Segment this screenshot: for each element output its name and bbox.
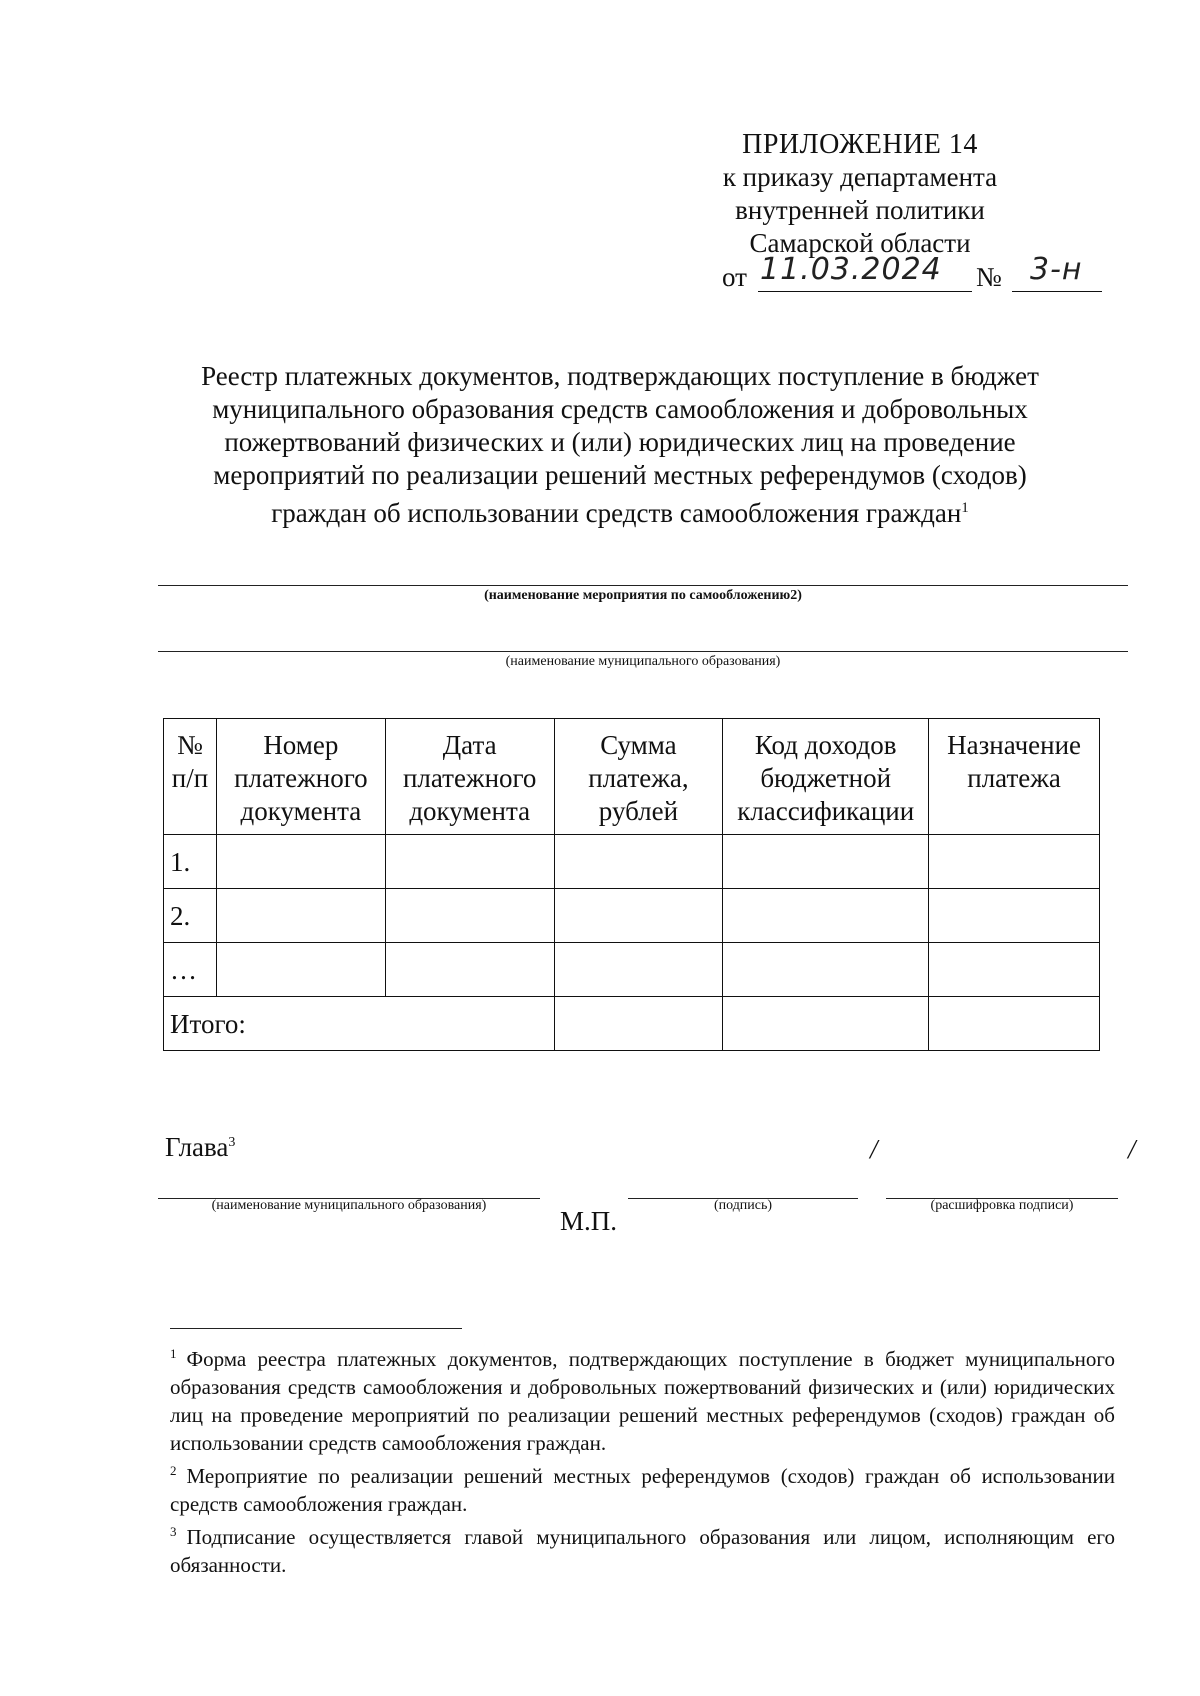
appendix-line: к приказу департамента <box>722 162 998 192</box>
order-number-handwritten: 3-н <box>1030 252 1083 287</box>
table-cell <box>216 835 385 889</box>
table-header-row <box>164 719 1100 835</box>
date-underline <box>758 291 972 292</box>
event-name-caption: (наименование мероприятия по самообложению2) <box>484 588 802 603</box>
footnote-ref: 1 <box>961 500 969 516</box>
appendix-line: Самарской области <box>749 228 971 258</box>
table-cell <box>723 997 929 1051</box>
municipality-caption: (наименование муниципального образования) <box>211 1198 487 1213</box>
slash-separator: / <box>870 1134 878 1164</box>
footnote: $^3$ Подписание осуществляется главой муниципального образования или лицом, исполняющим его обязанности. <box>170 1524 1115 1577</box>
footnote-separator <box>170 1328 462 1329</box>
title-line: Реестр платежных документов, подтверждающих поступление в бюджет <box>201 361 1039 391</box>
municipality-name-caption: (наименование муниципального образования) <box>505 654 781 669</box>
table-row <box>164 943 1100 997</box>
table-cell <box>385 943 554 997</box>
col-header-income-code: Код доходов бюджетной классификации <box>723 719 929 835</box>
col-header-purpose: Назначение платежа <box>929 719 1100 835</box>
row-number: 1. <box>164 835 217 889</box>
table-cell <box>929 889 1100 943</box>
footnote-ref: 3 <box>228 1135 236 1150</box>
table-cell <box>929 835 1100 889</box>
col-header-number: № п/п <box>164 719 217 835</box>
table-cell <box>385 889 554 943</box>
table-cell <box>554 997 723 1051</box>
total-row <box>164 997 1100 1051</box>
title-line: мероприятий по реализации решений местных референдумов (сходов) <box>213 460 1027 490</box>
row-number: … <box>164 943 217 997</box>
col-header-doc-number: Номер платежного документа <box>216 719 385 835</box>
number-prefix: № <box>976 262 1002 292</box>
total-label: Итого: <box>164 997 555 1051</box>
table-cell <box>723 943 929 997</box>
footnote: $^2$ Мероприятие по реализации решений местных референдумов (сходов) граждан об использовании средств самообложения граждан. <box>170 1463 1115 1516</box>
signature-caption: (подпись) <box>713 1198 773 1213</box>
glava-label: Глава$^3$ <box>165 1132 236 1162</box>
table-cell <box>216 889 385 943</box>
title-line: муниципального образования средств самообложения и добровольных <box>212 394 1028 424</box>
payments-registry-table <box>163 718 1100 1051</box>
table-cell <box>929 997 1100 1051</box>
municipality-name-line <box>158 651 1128 652</box>
table-cell <box>554 943 723 997</box>
table-cell <box>929 943 1100 997</box>
event-name-line <box>158 585 1128 586</box>
table-cell <box>216 943 385 997</box>
row-number: 2. <box>164 889 217 943</box>
table-cell <box>723 835 929 889</box>
appendix-line: внутренней политики <box>735 195 985 225</box>
stamp-place-label: М.П. <box>560 1206 618 1236</box>
col-header-doc-date: Дата платежного документа <box>385 719 554 835</box>
table-cell <box>723 889 929 943</box>
order-date-number <box>722 252 1102 298</box>
table-row <box>164 835 1100 889</box>
slash-separator: / <box>1128 1134 1136 1164</box>
table-cell <box>554 889 723 943</box>
title-line: граждан об использовании средств самообложения граждан <box>271 498 962 528</box>
table-cell <box>385 835 554 889</box>
footnote: $^1$ Форма реестра платежных документов, подтверждающих поступление в бюджет муниципального образования средств самообложения и добровольных пожертвований физических и (или) юридических лиц на проведение мероприятий по реализации решений местных референдумов (сходов) граждан об использовании средств самообложения граждан. <box>170 1346 1115 1455</box>
appendix-title: ПРИЛОЖЕНИЕ 14 <box>742 129 978 160</box>
table-cell <box>554 835 723 889</box>
signature-decoding-caption: (расшифровка подписи) <box>930 1198 1074 1213</box>
order-date-handwritten: 11.03.2024 <box>760 252 942 287</box>
date-prefix: от <box>722 262 747 292</box>
col-header-amount: Сумма платежа, рублей <box>554 719 723 835</box>
title-line: пожертвований физических и (или) юридических лиц на проведение <box>224 427 1016 457</box>
table-row <box>164 889 1100 943</box>
footnotes <box>170 1340 1115 1579</box>
document-title <box>150 360 1090 530</box>
number-underline <box>1012 291 1102 292</box>
appendix-header <box>660 128 1060 260</box>
